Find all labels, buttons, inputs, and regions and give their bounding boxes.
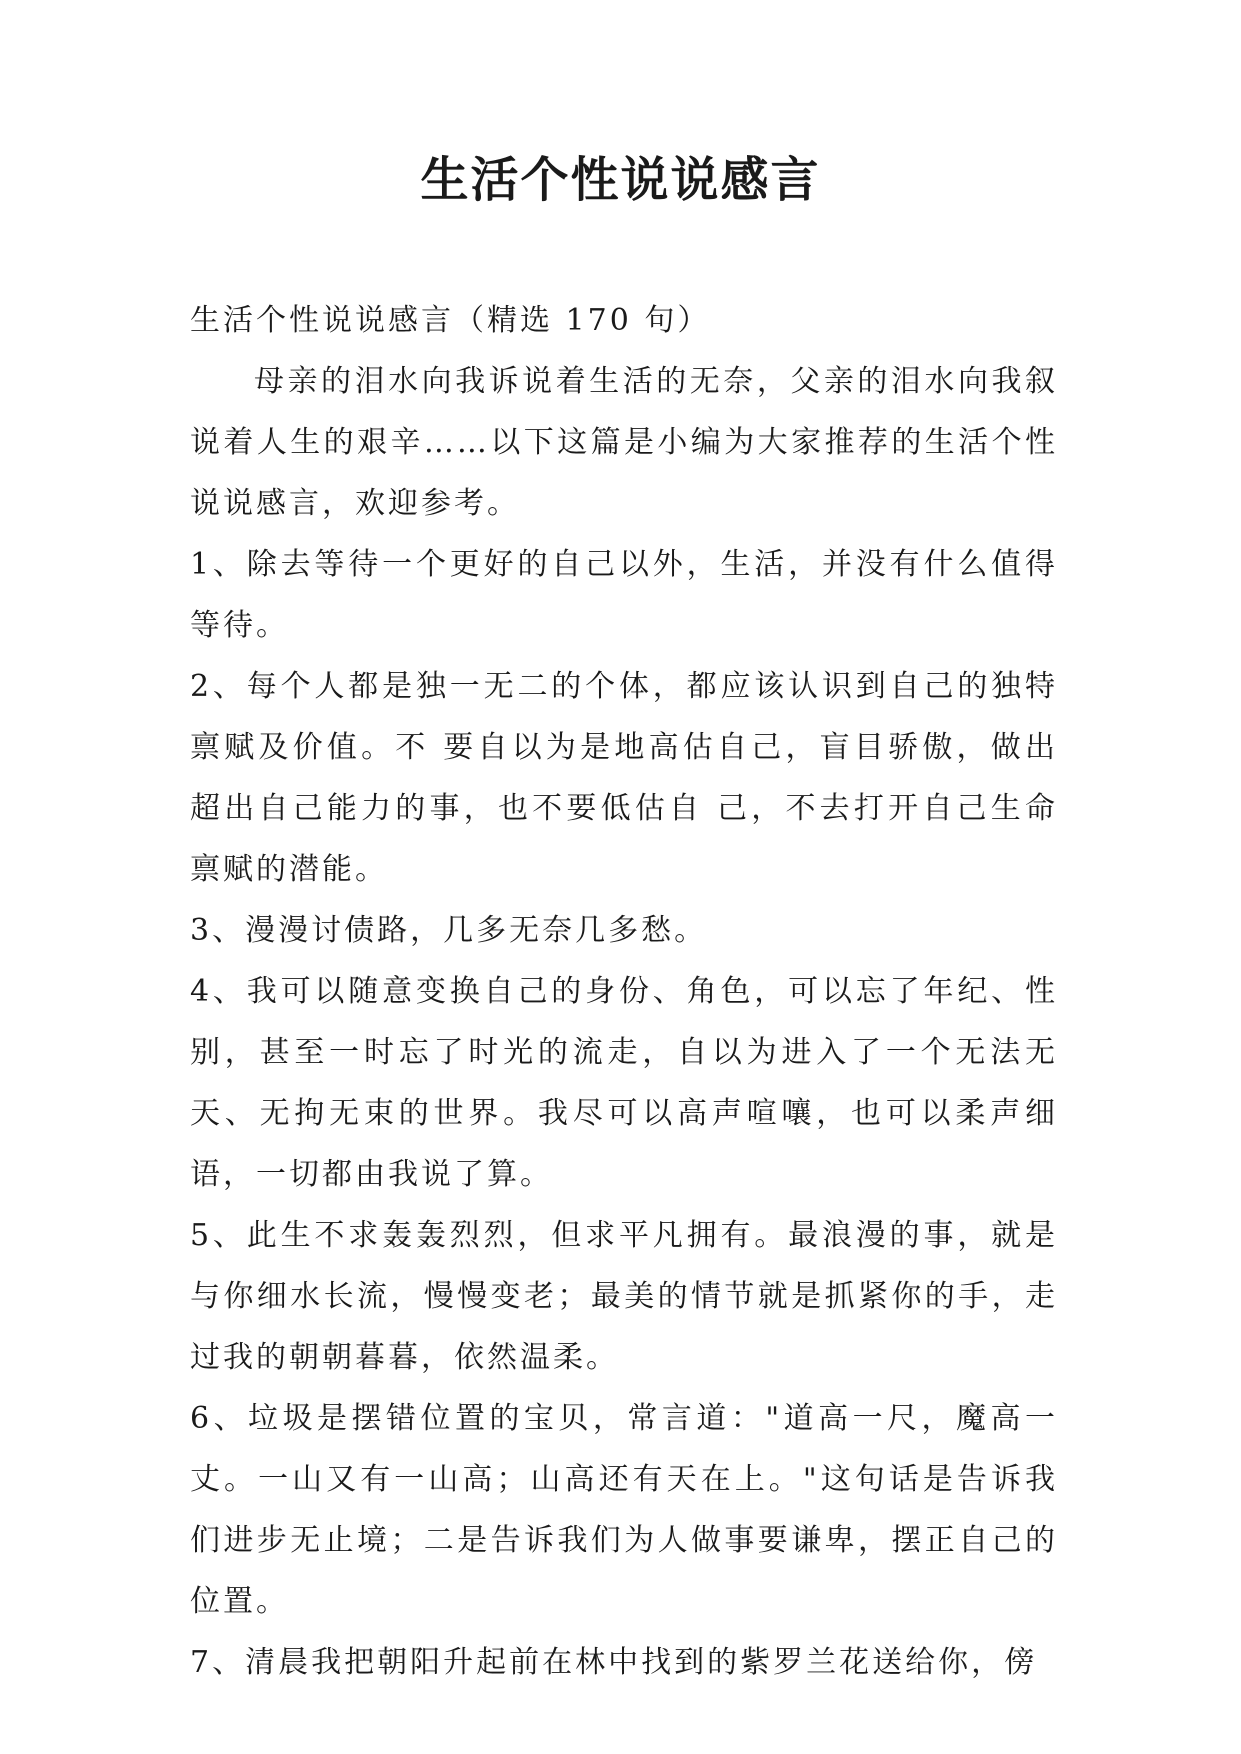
- document-subtitle: 生活个性说说感言（精选 170 句）: [190, 303, 711, 338]
- list-item: 2、每个人都是独一无二的个体，都应该认识到自己的独特禀赋及价值。不 要自以为是地高估自己，盲目骄傲，做出超出自己能力的事，也不要低估自 己，不去打开自己生命禀赋的潜能。: [190, 669, 1058, 887]
- list-item: 1、除去等待一个更好的自己以外，生活，并没有什么值得等待。: [190, 547, 1058, 643]
- list-item: 4、我可以随意变换自己的身份、角色，可以忘了年纪、性别，甚至一时忘了时光的流走，自以为进入了一个无法无天、无拘无束的世界。我尽可以高声喧嚷，也可以柔声细语，一切都由我说了算。: [190, 974, 1058, 1192]
- list-item: 6、垃圾是摆错位置的宝贝，常言道："道高一尺，魔高一丈。一山又有一山高；山高还有天在上。"这句话是告诉我们进步无止境；二是告诉我们为人做事要谦卑，摆正自己的位置。: [190, 1401, 1058, 1619]
- list-item: 5、此生不求轰轰烈烈，但求平凡拥有。最浪漫的事，就是与你细水长流，慢慢变老；最美的情节就是抓紧你的手，走过我的朝朝暮暮，依然温柔。: [190, 1218, 1058, 1375]
- list-item: 7、清晨我把朝阳升起前在林中找到的紫罗兰花送给你，傍: [190, 1645, 1038, 1680]
- list-item: 3、漫漫讨债路，几多无奈几多愁。: [190, 913, 708, 948]
- intro-paragraph: 母亲的泪水向我诉说着生活的无奈，父亲的泪水向我叙说着人生的艰辛……以下这篇是小编为大家推荐的生活个性说说感言，欢迎参考。: [190, 364, 1058, 521]
- document-body: [190, 290, 1058, 1693]
- document-title: 生活个性说说感言: [420, 152, 821, 208]
